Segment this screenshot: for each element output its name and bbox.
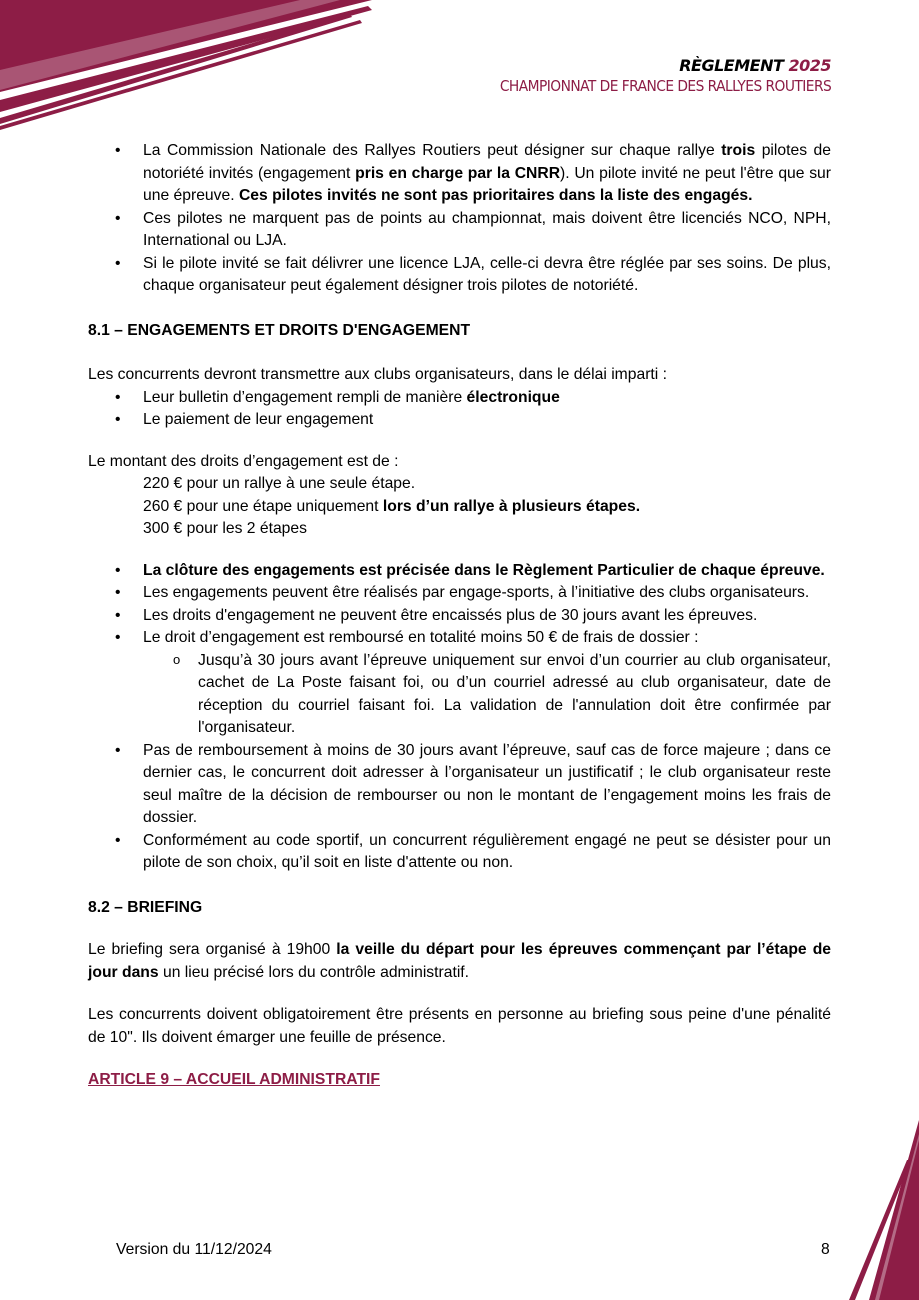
fee-line — [143, 473, 831, 496]
bold-text: lors d’un rallye à plusieurs étapes. — [382, 497, 641, 515]
text: un lieu précisé lors du contrôle administratif. — [158, 963, 470, 981]
text: Les droits d'engagement ne peuvent être encaissés plus de 30 jours avant les épreuves. — [143, 606, 758, 624]
text: Le droit d’engagement est remboursé en totalité moins 50 € de frais de dossier : — [143, 629, 699, 646]
list-item — [88, 740, 831, 830]
page-number: 8 — [821, 1241, 830, 1258]
footer-corner-decoration — [849, 1120, 919, 1300]
fee-line — [143, 518, 831, 541]
bold-text: électronique — [466, 388, 560, 406]
list-item — [88, 830, 831, 875]
list-item — [88, 140, 831, 208]
rules-bullet-list — [88, 560, 831, 875]
paragraph — [88, 939, 831, 984]
header-subtitle: CHAMPIONNAT DE FRANCE DES RALLYES ROUTIERS — [499, 77, 831, 95]
text: pilotes de notoriété invités (engagement — [143, 142, 831, 182]
header-corner-decoration — [0, 0, 380, 160]
document-header — [471, 56, 831, 96]
section-heading-8-1: 8.1 – ENGAGEMENTS ET DROITS D'ENGAGEMENT — [88, 321, 471, 339]
document-body — [88, 140, 831, 1092]
bold-text: trois — [721, 142, 756, 159]
text: Le briefing sera organisé à 19h00 — [88, 941, 337, 958]
paragraph: Les concurrents doivent obligatoirement être présents en personne au briefing sous peine d'une pénalité de 10". Ils doivent émarger une feuille de présence. — [88, 1006, 831, 1046]
header-title — [471, 56, 831, 76]
article-9-heading: ARTICLE 9 – ACCUEIL ADMINISTRATIF — [88, 1071, 380, 1088]
text: Le paiement de leur engagement — [143, 411, 374, 428]
list-item — [88, 208, 831, 253]
list-item — [88, 605, 831, 628]
bold-text: Ces pilotes invités ne sont pas prioritaires dans la liste des engagés. — [238, 187, 753, 204]
section-heading-8-2: 8.2 – BRIEFING — [88, 898, 203, 916]
text: Si le pilote invité se fait délivrer une licence LJA, celle-ci devra être réglée par ses soins. De plus, chaque organisateur peut également désigner trois pilotes de notoriété. — [143, 254, 831, 294]
fees-list — [88, 473, 831, 541]
intro-bullet-list — [88, 140, 831, 298]
list-item — [88, 560, 831, 583]
text: 220 € pour un rallye à une seule étape. — [143, 475, 416, 492]
bold-text: La clôture des engagements est précisée dans le Règlement Particulier de chaque épreuve. — [143, 561, 825, 579]
paragraph: Les concurrents devront transmettre aux clubs organisateurs, dans le délai imparti : — [88, 366, 667, 383]
list-item — [88, 387, 831, 410]
list-item — [88, 253, 831, 298]
text: Pas de remboursement à moins de 30 jours avant l’épreuve, sauf cas de force majeure ; dans ce dernier cas, le concurrent doit adresser à l’organisateur un justificatif ; le club organisateur reste seul maître de la décision de rembourser ou non le montant de l’engagement moins les frais de dossier. — [143, 741, 831, 826]
list-item — [88, 627, 831, 740]
text: 260 € pour une étape uniquement — [143, 497, 383, 515]
text: Ces pilotes ne marquent pas de points au championnat, mais doivent être licenciés NCO, NPH, International ou LJA. — [143, 209, 831, 249]
engagement-list — [88, 387, 831, 432]
sub-list-item: o Jusqu’à 30 jours avant l’épreuve uniquement sur envoi d’un courrier au club organisateur, cachet de La Poste faisant foi, ou d’un courriel adressé au club organisateur, date de réception du courriel faisant foi. La validation de l'annulation doit être confirmée par l'organisateur. — [143, 650, 831, 740]
sub-list — [143, 650, 831, 740]
text: Conformément au code sportif, un concurrent régulièrement engagé ne peut se désister pour un pilote de son choix, qu’il soit en liste d'attente ou non. — [143, 831, 831, 871]
text: 300 € pour les 2 étapes — [143, 520, 307, 537]
header-title-word: RÈGLEMENT — [679, 56, 784, 75]
header-title-year: 2025 — [788, 56, 831, 75]
list-item — [88, 409, 831, 432]
text: Leur bulletin d’engagement rempli de manière — [143, 388, 467, 406]
text: ). Un pilote invité ne peut l'être que sur une épreuve. — [143, 164, 831, 204]
footer-version: Version du 11/12/2024 — [116, 1241, 272, 1258]
text: La Commission Nationale des Rallyes Routiers peut désigner sur chaque rallye — [143, 142, 722, 159]
fee-line — [143, 496, 831, 519]
text: Les engagements peuvent être réalisés par engage-sports, à l’initiative des clubs organisateurs. — [143, 584, 810, 601]
paragraph: Le montant des droits d’engagement est de : — [88, 452, 399, 470]
list-item — [88, 582, 831, 605]
bold-text: la veille du départ pour les épreuves commençant par l’étape de jour dans — [88, 941, 832, 981]
bold-text: pris en charge par la CNRR — [355, 164, 561, 182]
